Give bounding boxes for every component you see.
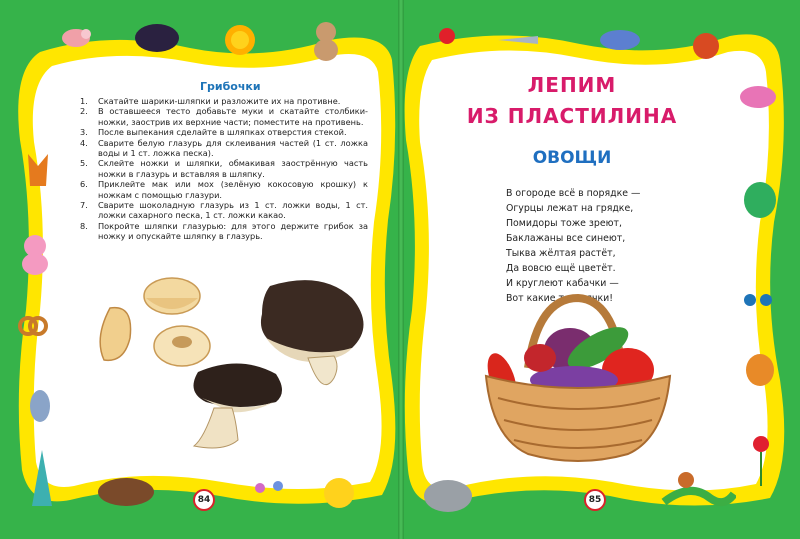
bird-blue-toy-icon bbox=[596, 24, 644, 54]
recipe-step: 5. Склейте ножки и шляпки, обмакивая заострённую часть ножки в глазурь и вставляя в шляпку. bbox=[80, 158, 368, 179]
page-number-left: 84 bbox=[193, 489, 215, 511]
airplane-icon bbox=[496, 26, 540, 54]
pig-toy-icon bbox=[18, 232, 52, 276]
page-title-line-1: ЛЕПИМ bbox=[527, 73, 617, 97]
fish-toy-icon bbox=[736, 82, 780, 112]
carrot-rocket-icon bbox=[30, 448, 54, 508]
recipe-title: Грибочки bbox=[200, 80, 261, 93]
chick-toy-icon bbox=[320, 474, 358, 512]
flowers-icon bbox=[248, 478, 294, 508]
peacock-toy-icon bbox=[740, 164, 780, 220]
monkey-toy-icon bbox=[672, 470, 700, 516]
flower-red-icon bbox=[432, 24, 462, 60]
elephant-toy-icon bbox=[420, 474, 476, 518]
book-gutter bbox=[398, 0, 404, 539]
recipe-steps-list bbox=[78, 96, 368, 242]
recipe-step: 1. Скатайте шарики-шляпки и разложите их на противне. bbox=[80, 96, 341, 106]
dog-toy-icon bbox=[92, 466, 160, 510]
pretzel-icon bbox=[18, 312, 48, 340]
mouse-toy-icon bbox=[26, 378, 54, 426]
poem-line: И круглеют кабачки — bbox=[506, 278, 619, 289]
cart-toy-icon bbox=[740, 272, 776, 308]
poem-line: В огороде всё в порядке — bbox=[506, 188, 641, 199]
bear-toy-icon bbox=[308, 18, 344, 62]
poem-line: Да вовсю ещё цветёт. bbox=[506, 263, 616, 274]
rooster-toy-icon bbox=[688, 22, 724, 62]
squirrel-toy-icon bbox=[742, 344, 780, 390]
page-title-line-2: ИЗ ПЛАСТИЛИНА bbox=[466, 104, 678, 128]
rose-icon bbox=[748, 434, 774, 488]
recipe-step: 7. Сварите шоколадную глазурь из 1 ст. ложки воды, 1 ст. ложки сахарного песка, 1 ст. ложки какао. bbox=[80, 200, 368, 221]
sun-flower-icon bbox=[222, 22, 258, 58]
fox-toy-icon bbox=[22, 146, 54, 194]
bird-toy-icon bbox=[58, 24, 94, 50]
poem-line: Помидоры тоже зреют, bbox=[506, 218, 622, 229]
vegetable-basket-illustration bbox=[478, 288, 678, 468]
recipe-step: 2. В оставшееся тесто добавьте муки и скатайте столбики-ножки, заострив их верхние части; поместите на противень. bbox=[80, 106, 368, 127]
poem-line: Вот какие толстячки! bbox=[506, 293, 614, 304]
poem-line: Баклажаны все синеют, bbox=[506, 233, 626, 244]
page-number-right: 85 bbox=[584, 489, 606, 511]
recipe-step: 6. Приклейте мак или мох (зелёную кокосовую крошку) к ножкам с помощью глазури. bbox=[80, 179, 368, 200]
page-title bbox=[452, 70, 692, 132]
poem-line: Огурцы лежат на грядке, bbox=[506, 203, 634, 214]
recipe-step: 4. Сварите белую глазурь для склеивания частей (1 ст. ложка воды и 1 ст. ложка песка). bbox=[80, 137, 368, 159]
section-title: ОВОЩИ bbox=[532, 148, 612, 168]
mushroom-illustration bbox=[90, 268, 380, 468]
recipe-step: 8. Покройте шляпки глазурью: для этого держите грибок за ножку и опускайте шляпку в глазурь. bbox=[80, 220, 368, 242]
hedgehog-toy-icon bbox=[132, 20, 182, 54]
recipe-step: 3. После выпекания сделайте в шляпках отверстия стекой. bbox=[80, 127, 347, 138]
poem-line: Тыква жёлтая растёт, bbox=[506, 248, 616, 259]
